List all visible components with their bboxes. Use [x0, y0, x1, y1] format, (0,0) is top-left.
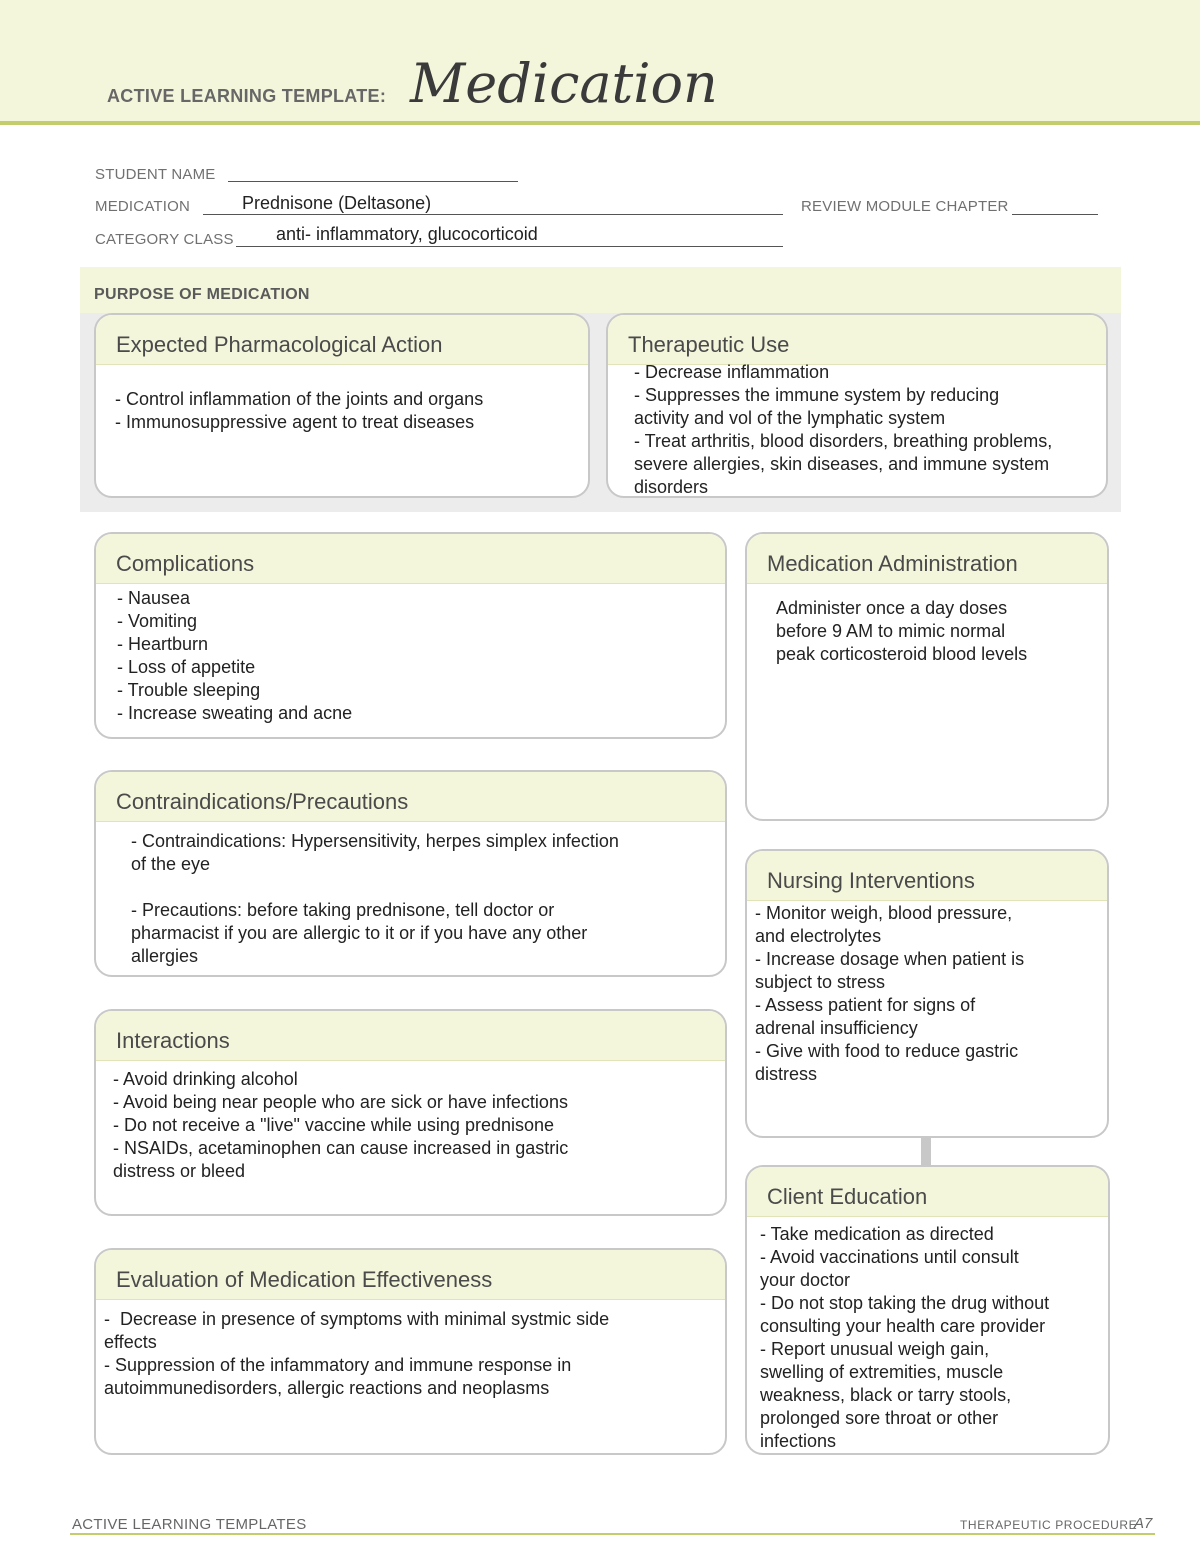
header-rule [0, 121, 1200, 125]
medication-administration-body[interactable]: Administer once a day doses before 9 AM to mimic normal peak corticosteroid blood levels [776, 598, 1028, 664]
footer-rule [70, 1533, 1155, 1535]
expected-action-body[interactable]: - Control inflammation of the joints and organs - Immunosuppressive agent to treat diseases [115, 389, 484, 432]
contraindications-body[interactable]: - Contraindications: Hypersensitivity, herpes simplex infection of the eye - Precautions: before taking prednisone, tell doctor or pharmacist if you are allergic to it or if you have any other allergies [131, 831, 619, 966]
complications-body[interactable]: - Nausea - Vomiting - Heartburn - Loss of appetite - Trouble sleeping - Increase sweating and acne [117, 588, 353, 723]
medication-line [203, 214, 783, 215]
evaluation-title: Evaluation of Medication Effectiveness [96, 1250, 725, 1300]
therapeutic-use-body[interactable]: - Decrease inflammation - Suppresses the immune system by reducing activity and vol of the lymphatic system - Treat arthritis, blood disorders, breathing problems, severe allergies, skin diseases, and immune system disorders [634, 362, 1053, 497]
medication-administration-box [745, 532, 1109, 821]
review-module-label: REVIEW MODULE CHAPTER [801, 198, 1009, 215]
complications-title: Complications [96, 534, 725, 584]
medication-label: MEDICATION [95, 198, 191, 215]
category-class-field[interactable]: anti- inflammatory, glucocorticoid [276, 224, 538, 244]
template-label: ACTIVE LEARNING TEMPLATE: [107, 86, 387, 106]
box-connector [921, 1136, 931, 1166]
interactions-body[interactable]: - Avoid drinking alcohol - Avoid being near people who are sick or have infections - Do not receive a "live" vaccine while using prednisone - NSAIDs, acetaminophen can cause increased in gastric distress or bleed [113, 1069, 569, 1181]
review-module-line [1012, 214, 1098, 215]
expected-action-title: Expected Pharmacological Action [96, 315, 588, 365]
nursing-interventions-body[interactable]: - Monitor weigh, blood pressure, and electrolytes - Increase dosage when patient is subject to stress - Assess patient for signs of adrenal insufficiency - Give with food to reduce gastric distress [755, 903, 1025, 1084]
footer-right-label: THERAPEUTIC PROCEDURE [960, 1518, 1138, 1532]
category-class-label: CATEGORY CLASS [95, 231, 234, 248]
contraindications-title: Contraindications/Precautions [96, 772, 725, 822]
interactions-title: Interactions [96, 1011, 725, 1061]
student-name-label: STUDENT NAME [95, 166, 216, 183]
template-title: Medication [410, 52, 718, 115]
footer-left-label: ACTIVE LEARNING TEMPLATES [72, 1516, 307, 1533]
evaluation-body[interactable]: - Decrease in presence of symptoms with minimal systmic side effects - Suppression of the infammatory and immune response in autoimmunedisorders, allergic reactions and neoplasms [104, 1309, 610, 1398]
medication-administration-title: Medication Administration [747, 534, 1107, 584]
purpose-label: PURPOSE OF MEDICATION [94, 286, 310, 303]
therapeutic-use-title: Therapeutic Use [608, 315, 1106, 365]
footer-page-number: A7 [1134, 1515, 1153, 1532]
client-education-body[interactable]: - Take medication as directed - Avoid vaccinations until consult your doctor - Do not stop taking the drug without consulting your health care provider - Report unusual weigh gain, swelling of extremities, muscle weakness, black or tarry stools, prolonged sore throat or other infections [760, 1224, 1050, 1451]
student-name-line [228, 181, 518, 182]
nursing-interventions-title: Nursing Interventions [747, 851, 1107, 901]
category-class-line [236, 246, 783, 247]
client-education-title: Client Education [747, 1167, 1108, 1217]
medication-field[interactable]: Prednisone (Deltasone) [242, 193, 432, 213]
